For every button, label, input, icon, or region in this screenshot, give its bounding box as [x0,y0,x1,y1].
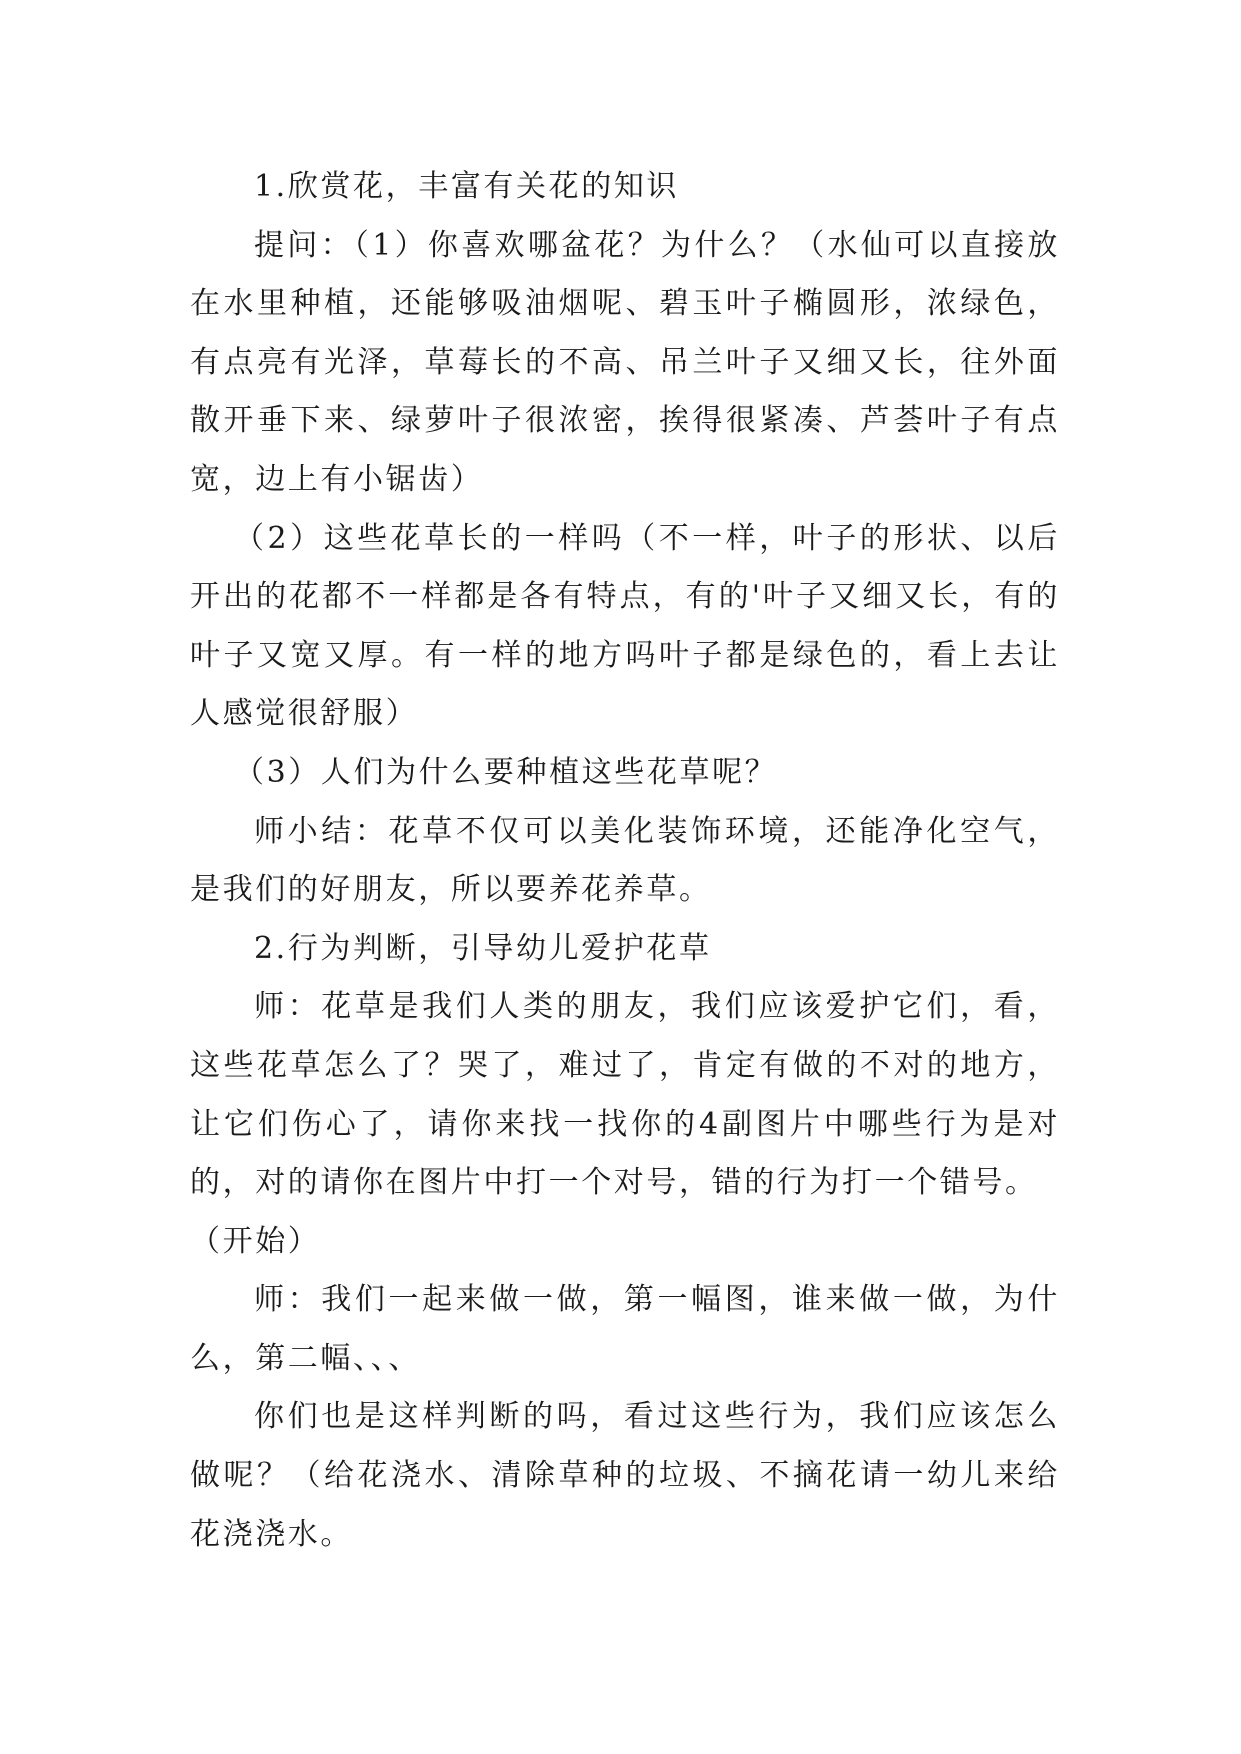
paragraph-teacher-prompt: 师：花草是我们人类的朋友，我们应该爱护它们，看，这些花草怎么了？哭了，难过了，肯定有做的不对的地方，让它们伤心了，请你来找一找你的4副图片中哪些行为是对的，对的请你在图片中打一个对号，错的行为打一个错号。 [190,989,1060,1201]
document-body [190,158,1060,1564]
paragraph-teacher-summary: 师小结：花草不仅可以美化装饰环境，还能净化空气，是我们的好朋友，所以要养花养草。 [190,813,1060,908]
paragraph-teacher-together: 师：我们一起来做一做，第一幅图，谁来做一做，为什么，第二幅、、、 [190,1282,1060,1376]
paragraph-question-3: （3）人们为什么要种植这些花草呢？ [234,754,778,790]
paragraph-closing: 你们也是这样判断的吗，看过这些行为，我们应该怎么做呢？（给花浇水、清除草种的垃圾、不摘花请一幼儿来给花浇浇水。 [190,1399,1060,1552]
section-heading-1: 1.欣赏花，丰富有关花的知识 [254,169,680,204]
paragraph-question-1: 提问：（1）你喜欢哪盆花？为什么？（水仙可以直接放在水里种植，还能够吸油烟呢、碧玉叶子椭圆形，浓绿色，有点亮有光泽，草莓长的不高、吊兰叶子又细又长，往外面散开垂下来、绿萝叶子很浓密，挨得很紧凑、芦荟叶子有点宽，边上有小锯齿） [190,227,1060,497]
paragraph-question-2: （2）这些花草长的一样吗（不一样，叶子的形状、以后开出的花都不一样都是各有特点，有的'叶子又细又长，有的叶子又宽又厚。有一样的地方吗叶子都是绿色的，看上去让人感觉很舒服） [190,520,1060,732]
paragraph-start-note: （开始） [190,1223,321,1259]
section-heading-2: 2.行为判断，引导幼儿爱护花草 [254,930,712,966]
